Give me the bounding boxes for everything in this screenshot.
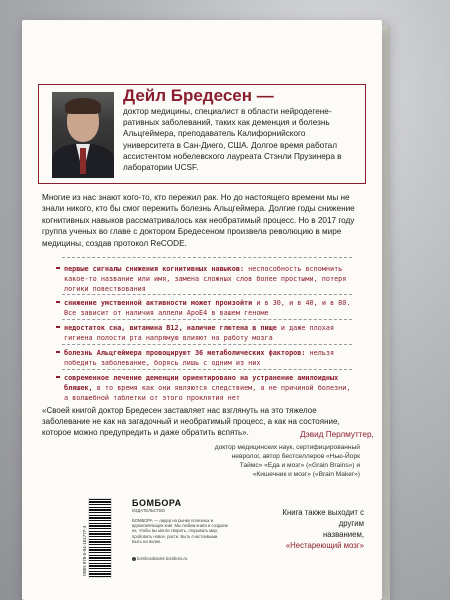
isbn-text: ISBN 978-5-04-161777-4 <box>82 525 87 576</box>
quote-credit: доктор медицинских наук, сертифицированный невролог, автор бестселлеров «Нью-Йорк Таймс» «Еда и мозг» («Grain Brains») и «Кишечник и мозг» («Brain Maker») <box>214 444 360 478</box>
divider <box>62 319 352 320</box>
publisher-logo-sub: ИЗДАТЕЛЬСТВО <box>132 508 165 513</box>
publisher-social: bomborabooks bombora.ru <box>132 556 187 561</box>
barcode <box>88 498 112 578</box>
book-page-edge <box>382 26 390 600</box>
divider <box>62 369 352 370</box>
alternate-title: «Нестареющий мозг» <box>285 541 364 550</box>
publisher-logo: БОМБОРА <box>132 498 182 508</box>
endorsement-quote: «Своей книгой доктор Бредесен заставляет нас взглянуть на это тяжелое заболевание не как на загадочный и необратимый процесс, а как на состояние, которое можно предупредить и даже обратить вспять». <box>42 406 340 437</box>
author-photo <box>52 92 114 178</box>
bullet-item: недостаток сна, витамина B12, наличие глютена в пище и даже плохая гигиена полости рта напрямую влияют на работу мозга <box>64 323 358 343</box>
quote-author: Дэвид Перлмуттер, <box>300 430 374 439</box>
bullet-item: первые сигналы снижения когнитивных навыков: неспособность вспомнить какое-то название или имя, замена сложных слов более простыми, потеря логики повествования <box>64 264 358 294</box>
alternate-title-note: Книга также выходит с другим названием, «Нестареющий мозг» <box>282 508 364 550</box>
divider <box>62 344 352 345</box>
author-name: Дейл Бредесен — <box>123 86 274 105</box>
publisher-description: БОМБОРА — лидер на рынке полезных и вдохновляющих книг. Мы любим книги и создаем их, чтобы вы могли творить, открывать мир, пробовать новое, расти. Быть счастливыми. Быть на волне. <box>132 518 228 544</box>
bullet-item: болезнь Альцгеймера провоцируют 36 метаболических факторов: нельзя победить заболевание, борясь лишь с одним из них <box>64 348 358 368</box>
author-bio: доктор медицины, специалист в области нейродегене-ративных заболеваний, таких как деменция и болезнь Альцгеймера, преподаватель Калифорнийского университета в Сан-Диего, США. Долгое время работал ассистентом нобелевского лауреата Стэнли Прузинера в лаборатории UCSF. <box>123 107 342 173</box>
bullet-item: снижение умственной активности может произойти и в 30, и в 40, и в 80. Все зависит от наличия аллели ApoE4 в вашем геноме <box>64 298 358 318</box>
intro-paragraph: Многие из нас знают кого-то, кто пережил рак. Но до настоящего времени мы не знали никого, кто бы смог пережить болезнь Альцгеймера. Долгие годы снижение когнитивных навыков рассматривалось как необратимый процесс. Но в 2017 году группа ученых во главе с доктором Бредесеном произвела революцию в мире медицины, создав протокол ReCODE. <box>42 193 355 248</box>
divider <box>62 294 352 295</box>
bullet-item: современное лечение деменции ориентировано на устранение амилоидных бляшек, в то время как они являются следствием, а не причиной болезни, а волшебной таблетки от этого проклятия нет <box>64 373 358 403</box>
social-icon <box>132 557 136 561</box>
divider <box>62 257 352 258</box>
